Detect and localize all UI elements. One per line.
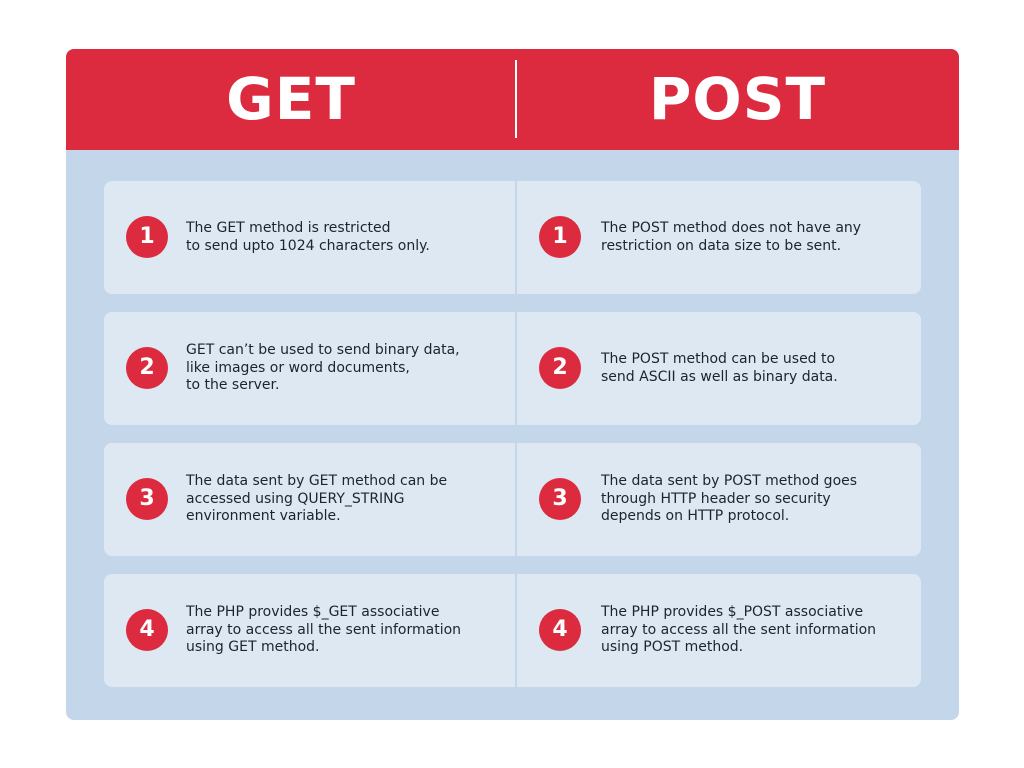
number-badge: 1 — [126, 216, 168, 258]
post-heading: POST — [648, 65, 827, 133]
get-point-2-text: GET can’t be used to send binary data, like images or word documents, to the server. — [186, 342, 460, 394]
post-cell-4 — [517, 574, 921, 687]
number-badge: 2 — [126, 347, 168, 389]
number-badge: 3 — [126, 478, 168, 520]
get-cell-1 — [104, 181, 515, 294]
post-point-1-text: The POST method does not have any restriction on data size to be sent. — [601, 220, 862, 254]
number-badge: 4 — [539, 609, 581, 651]
number-badge: 3 — [539, 478, 581, 520]
get-point-3-text: The data sent by GET method can be accessed using QUERY_STRING environment variable. — [186, 473, 448, 525]
get-point-4-text: The PHP provides $_GET associative array to access all the sent information using GET method. — [186, 604, 462, 656]
header-bar — [66, 49, 959, 150]
post-cell-3 — [517, 443, 921, 556]
comparison-row-2 — [104, 312, 921, 425]
post-cell-1 — [517, 181, 921, 294]
number-badge: 2 — [539, 347, 581, 389]
comparison-row-4 — [104, 574, 921, 687]
post-point-2-text: The POST method can be used to send ASCII as well as binary data. — [601, 351, 838, 385]
get-cell-4 — [104, 574, 515, 687]
get-cell-3 — [104, 443, 515, 556]
get-cell-2 — [104, 312, 515, 425]
comparison-row-1 — [104, 181, 921, 294]
post-point-3-text: The data sent by POST method goes through HTTP header so security depends on HTTP protocol. — [601, 473, 858, 525]
comparison-card — [66, 49, 959, 720]
comparison-row-3 — [104, 443, 921, 556]
post-cell-2 — [517, 312, 921, 425]
get-heading: GET — [226, 65, 356, 133]
post-point-4-text: The PHP provides $_POST associative array to access all the sent information using POST method. — [601, 604, 877, 656]
get-point-1-text: The GET method is restricted to send upto 1024 characters only. — [186, 220, 430, 254]
number-badge: 4 — [126, 609, 168, 651]
number-badge: 1 — [539, 216, 581, 258]
